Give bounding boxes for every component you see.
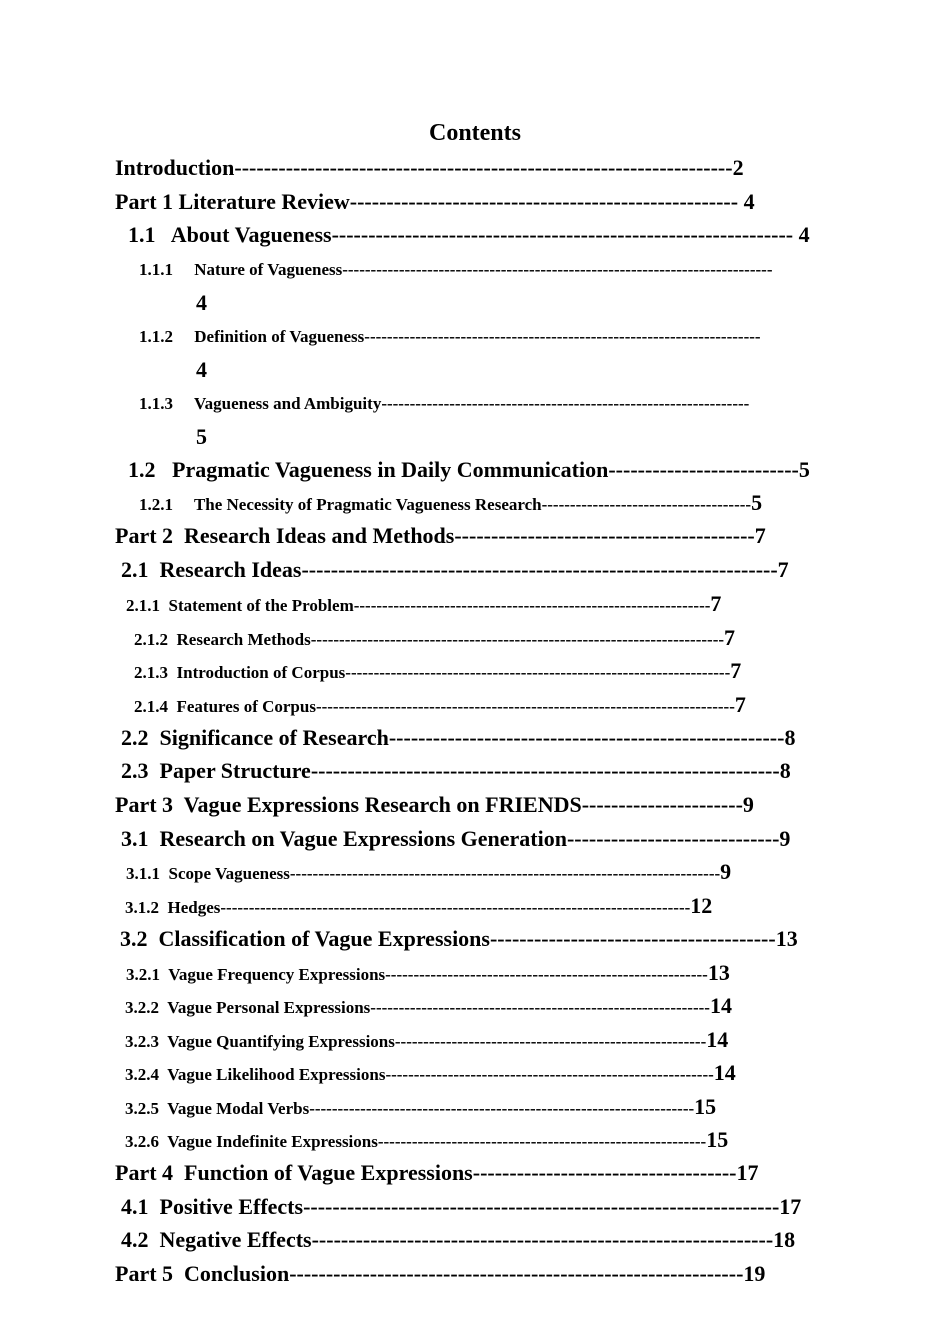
toc-leader: ---------------------------------------------------------------- [310,758,780,783]
toc-leader: ----------------------------------------------------- [349,189,739,214]
toc-leader: --------------------------------------------------------------- [331,222,794,247]
toc-page-number: 15 [706,1129,729,1152]
toc-page-number: 12 [690,895,713,918]
toc-entry-label: 1.1.1 Nature of Vagueness [139,260,343,279]
toc-entry-3-2-4[interactable] [125,1062,736,1086]
toc-page-number: 13 [775,926,798,951]
toc-page-number: 17 [779,1194,802,1219]
toc-entry-label: 1.2 Pragmatic Vagueness in Daily Communication [128,457,609,482]
toc-page-number: 14 [709,995,732,1018]
toc-page-number: 9 [720,861,732,884]
toc-leader: ------------------------------------ [472,1160,737,1185]
toc-leader: -------------------------------------------------------------------- [234,155,733,180]
toc-entry-4-1[interactable] [121,1193,801,1221]
toc-page-number: 2 [732,155,744,180]
toc-entry-part1[interactable] [115,188,755,216]
toc-page-number: 7 [724,627,736,650]
toc-leader: ----------------------------------------------------------------------------------- [220,898,691,917]
toc-entry-part3[interactable] [115,791,754,819]
toc-leader: ---------------------------------------------------------------------- [364,327,761,346]
toc-entry-label: 4.1 Positive Effects [121,1194,304,1219]
toc-entry-label: 2.1.1 Statement of the Problem [126,596,354,615]
toc-page-number: 5 [798,457,810,482]
toc-page-number: 4 [196,357,207,382]
toc-entry-label: Part 4 Function of Vague Expressions [115,1160,473,1185]
toc-leader: --------------------------------------------------------------- [353,596,711,615]
toc-page-number: 4 [196,290,207,315]
toc-entry-label: 3.1 Research on Vague Expressions Generation [121,826,567,851]
toc-page-number: 13 [707,962,730,985]
toc-page-number: 8 [779,758,791,783]
toc-entry-2-1-3[interactable] [134,660,741,684]
toc-entry-1-1-1[interactable] [139,259,829,281]
toc-leader: --------------------------------------- [489,926,776,951]
toc-entry-label: 1.1.3 Vagueness and Ambiguity [139,394,382,413]
toc-entry-3-2-2[interactable] [125,995,732,1019]
toc-entry-3-1-1[interactable] [126,861,731,885]
toc-entry-3-2[interactable] [120,925,798,953]
toc-entry-label: 3.2.3 Vague Quantifying Expressions [125,1032,395,1051]
toc-page-number: 14 [706,1029,729,1052]
toc-entry-part2[interactable] [115,522,766,550]
toc-page-number: 5 [751,492,763,515]
toc-leader: ---------------------------------------------------------- [377,1132,707,1151]
toc-entry-part4[interactable] [115,1159,759,1187]
contents-title: Contents [428,120,521,146]
toc-entry-label: 3.2 Classification of Vague Expressions [120,926,490,951]
toc-page-number: 18 [773,1227,796,1252]
toc-entry-3-1-2[interactable] [125,895,712,919]
toc-entry-3-2-5[interactable] [125,1096,716,1120]
toc-entry-3-1[interactable] [121,825,790,853]
toc-entry-label: 1.1.2 Definition of Vagueness [139,327,365,346]
toc-leader: ---------------------- [581,792,743,817]
toc-entry-label: 1.2.1 The Necessity of Pragmatic Vagueness Research [139,495,542,514]
toc-leader: ------------------------------------- [541,495,752,514]
toc-page-number: 7 [754,523,766,548]
toc-page-number: 9 [779,826,791,851]
toc-leader: -------------------------------------------------------------------- [309,1099,695,1118]
toc-entry-label: Part 3 Vague Expressions Research on FRIENDS [115,792,582,817]
toc-entry-label: 2.1.4 Features of Corpus [134,697,316,716]
toc-page-number: 7 [734,694,746,717]
toc-leader: ------------------------------------------------------- [394,1032,707,1051]
toc-leader: ---------------------------------------------------------------------------- [342,260,773,279]
toc-entry-label: 2.1.2 Research Methods [134,630,311,649]
toc-entry-introduction[interactable] [115,154,744,182]
toc-entry-label: Introduction [115,155,235,180]
toc-leader: --------------------------------------------------------------- [311,1227,774,1252]
toc-leader: ----------------------------------------------------------------- [381,394,750,413]
toc-entry-label: 2.2 Significance of Research [121,725,389,750]
toc-page-number: 5 [196,424,207,449]
toc-entry-label: Part 5 Conclusion [115,1261,290,1286]
toc-page-number: 7 [730,660,742,683]
toc-entry-2-2[interactable] [121,724,795,752]
toc-entry-label: 2.3 Paper Structure [121,758,311,783]
toc-entry-label: 2.1 Research Ideas [121,557,302,582]
toc-entry-4-2[interactable] [121,1226,795,1254]
toc-entry-2-1-4[interactable] [134,694,746,718]
toc-page-number: 19 [743,1261,766,1286]
toc-leader: -------------------------------------------------------------------- [345,663,731,682]
toc-entry-part5[interactable] [115,1260,765,1288]
toc-entry-1-2[interactable] [128,456,810,484]
toc-leader: ----------------------------------------------------------------- [303,1194,780,1219]
toc-page-number: 4 [738,189,755,214]
toc-entry-label: 4.2 Negative Effects [121,1227,312,1252]
toc-leader: ---------------------------------------------------------- [385,1065,714,1084]
toc-entry-1-1[interactable] [128,221,810,249]
toc-entry-1-1-2[interactable] [139,326,829,348]
toc-leader: ----------------------------------------------------------------- [301,557,778,582]
toc-leader: ------------------------------------------------------------------------- [310,630,725,649]
toc-entry-3-2-6[interactable] [125,1129,728,1153]
toc-entry-2-1[interactable] [121,556,789,584]
toc-entry-2-3[interactable] [121,757,791,785]
toc-page-number: 4 [793,222,810,247]
toc-leader: ------------------------------------------------------ [388,725,785,750]
toc-entry-1-1-3[interactable] [139,393,829,415]
toc-page-number: 15 [694,1096,717,1119]
toc-page-number: 8 [784,725,796,750]
toc-entry-label: 3.1.2 Hedges [125,898,221,917]
toc-entry-3-2-1[interactable] [126,962,730,986]
toc-entry-2-1-1[interactable] [126,593,721,617]
toc-entry-label: 1.1 About Vagueness [128,222,332,247]
toc-leader: ------------------------------------------------------------ [370,998,710,1017]
toc-entry-label: Part 1 Literature Review [115,189,350,214]
toc-entry-3-2-3[interactable] [125,1029,728,1053]
toc-entry-1-2-1[interactable] [139,492,762,516]
toc-page-number: 7 [710,593,722,616]
toc-entry-2-1-2[interactable] [134,627,735,651]
toc-leader: -------------------------- [608,457,799,482]
toc-entry-label: Part 2 Research Ideas and Methods [115,523,455,548]
toc-leader: -------------------------------------------------------------------------- [315,697,735,716]
toc-leader: ----------------------------------------- [454,523,755,548]
toc-page-number: 7 [777,557,789,582]
toc-leader: --------------------------------------------------------- [385,965,708,984]
toc-leader: ---------------------------------------------------------------------------- [289,864,721,883]
toc-entry-label: 3.2.6 Vague Indefinite Expressions [125,1132,378,1151]
toc-entry-label: 3.2.4 Vague Likelihood Expressions [125,1065,386,1084]
toc-entry-label: 3.2.2 Vague Personal Expressions [125,998,371,1017]
toc-page-number: 17 [736,1160,759,1185]
toc-entry-label: 3.1.1 Scope Vagueness [126,864,290,883]
toc-entry-label: 3.2.1 Vague Frequency Expressions [126,965,386,984]
toc-leader: -------------------------------------------------------------- [289,1261,744,1286]
toc-page-number: 9 [742,792,754,817]
toc-page-number: 14 [713,1062,736,1085]
toc-entry-label: 3.2.5 Vague Modal Verbs [125,1099,310,1118]
toc-leader: ----------------------------- [566,826,780,851]
toc-entry-label: 2.1.3 Introduction of Corpus [134,663,346,682]
